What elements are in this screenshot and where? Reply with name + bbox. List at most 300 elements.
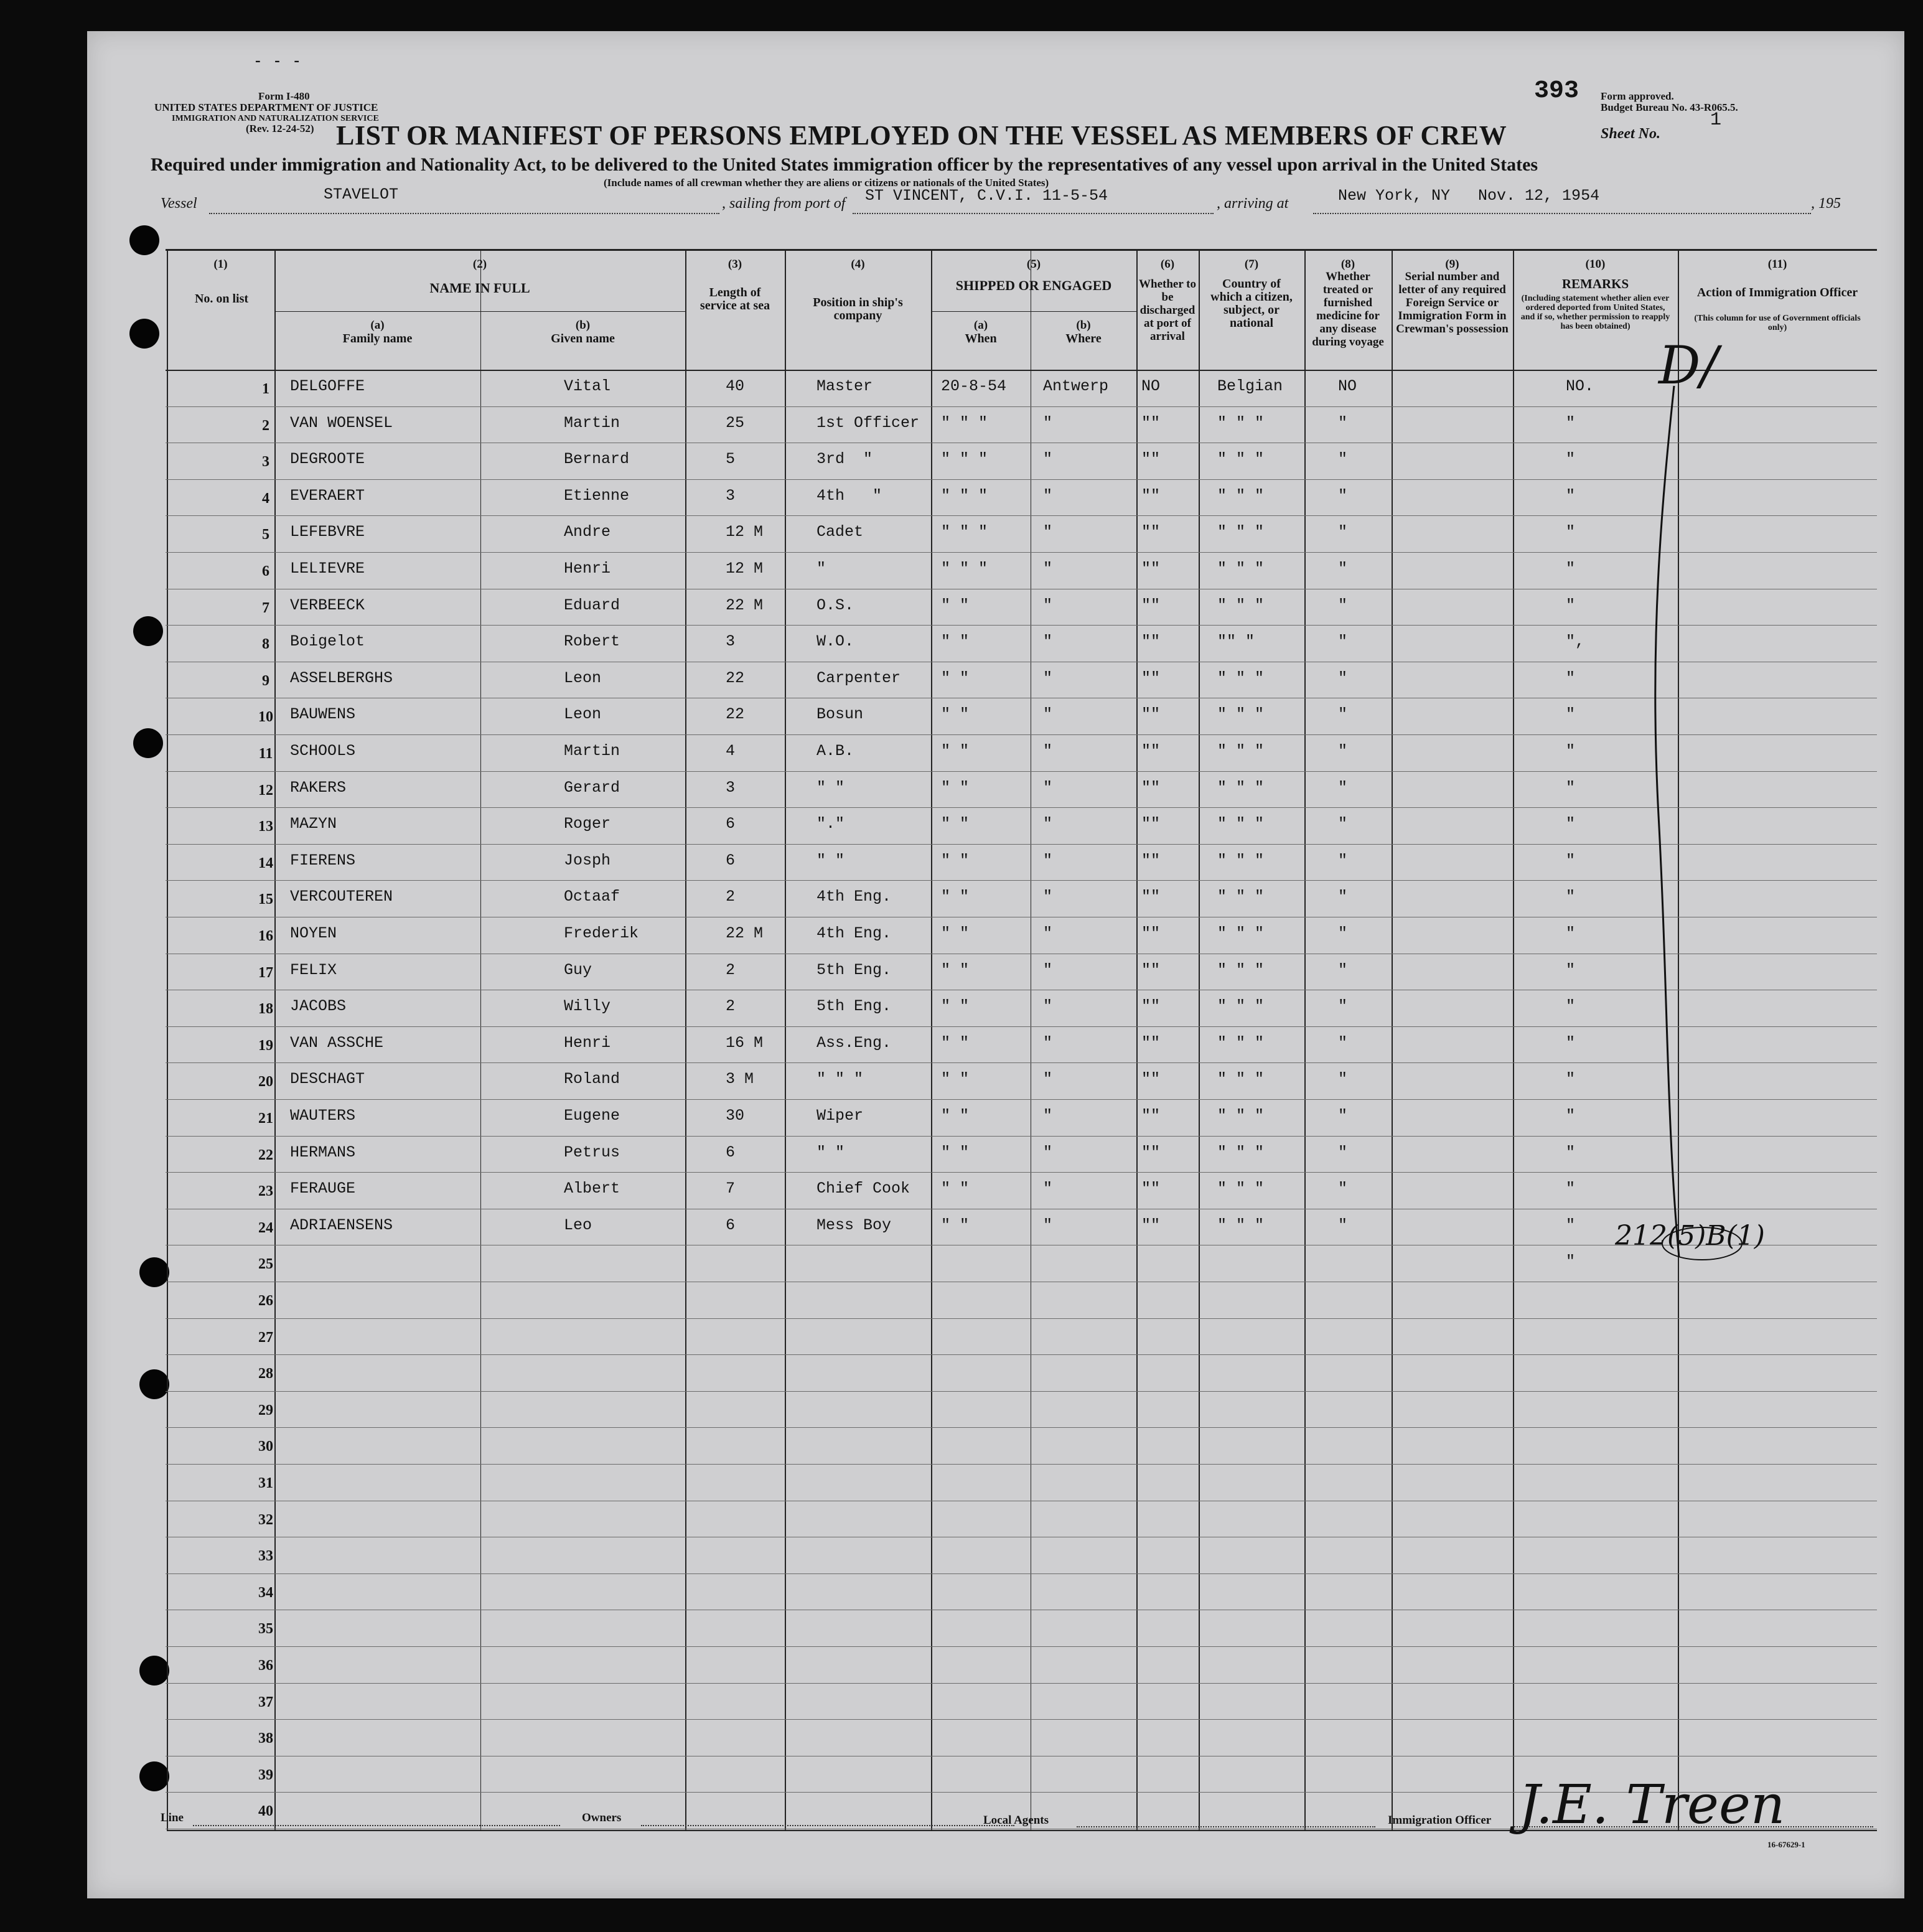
family-name-cell: Boigelot <box>290 632 365 651</box>
discharged-cell: "" <box>1141 851 1161 870</box>
col1-header: No. on list <box>194 292 249 306</box>
given-name-cell: Willy <box>564 997 611 1016</box>
shipped-when-cell: " " <box>941 742 970 760</box>
discharged-cell: "" <box>1141 815 1161 833</box>
action-mark: D/ <box>1659 335 1718 396</box>
footer-line-underline <box>193 1825 560 1826</box>
row-rule <box>166 1464 1877 1465</box>
shipped-where-cell: " <box>1043 705 1053 724</box>
family-name-cell: RAKERS <box>290 778 347 797</box>
country-cell: " " " <box>1217 1143 1265 1161</box>
col11-number: (11) <box>1767 258 1787 271</box>
row-rule <box>166 1172 1877 1173</box>
position-cell: " " <box>816 851 845 870</box>
family-name-cell: WAUTERS <box>290 1107 356 1125</box>
service-length-cell: 2 <box>726 997 736 1016</box>
position-cell: "." <box>816 815 845 833</box>
row-number: 4 <box>262 490 269 507</box>
service-length-cell: 7 <box>726 1179 736 1198</box>
shipped-where-cell: " <box>1043 1143 1053 1161</box>
given-name-cell: Leo <box>564 1216 592 1234</box>
position-cell: 3rd " <box>816 450 873 469</box>
given-name-cell: Robert <box>564 632 620 651</box>
medicine-cell: " <box>1338 632 1348 651</box>
row-number: 22 <box>258 1147 273 1163</box>
col5b-number: (b) <box>1076 319 1091 332</box>
country-cell: " " " <box>1217 413 1265 432</box>
country-cell: " " " <box>1217 1033 1265 1052</box>
position-cell: O.S. <box>816 596 854 614</box>
row-number: 37 <box>258 1694 273 1710</box>
country-cell: " " " <box>1217 778 1265 797</box>
row-rule <box>166 1354 1877 1355</box>
officer-signature: J.E. Treen <box>1518 1774 1785 1836</box>
remarks-cell: " <box>1566 1070 1576 1089</box>
discharged-cell: "" <box>1141 1179 1161 1198</box>
row-rule <box>166 406 1877 407</box>
col4-header: Position in ship's company <box>813 296 903 322</box>
row-number: 17 <box>258 964 273 981</box>
position-cell: 4th " <box>816 486 882 505</box>
position-cell: Chief Cook <box>816 1179 910 1198</box>
family-name-cell: VERBEECK <box>290 596 365 614</box>
punch-hole <box>129 225 159 255</box>
family-name-cell: VAN ASSCHE <box>290 1033 384 1052</box>
col10-note: (Including statement whether alien ever ordered deported from United States, and if so, whether permission to reapply has been obtained) <box>1520 294 1670 331</box>
given-name-cell: Petrus <box>564 1143 620 1161</box>
service-length-cell: 22 <box>726 668 745 687</box>
position-cell: " <box>816 560 826 578</box>
service-length-cell: 12 M <box>726 523 764 542</box>
shipped-where-cell: " <box>1043 960 1053 979</box>
country-cell: "" " <box>1217 632 1255 651</box>
medicine-cell: " <box>1338 1033 1348 1052</box>
discharged-cell: "" <box>1141 960 1161 979</box>
row-number: 7 <box>262 599 269 616</box>
row-number: 36 <box>258 1658 273 1674</box>
shipped-when-cell: " " <box>941 778 970 797</box>
remarks-cell: " <box>1566 1179 1576 1198</box>
position-cell: Ass.Eng. <box>816 1033 892 1052</box>
row-rule <box>166 1318 1877 1319</box>
service-length-cell: 6 <box>726 815 736 833</box>
country-cell: " " " <box>1217 1070 1265 1089</box>
position-cell: 1st Officer <box>816 413 920 432</box>
discharged-cell: "" <box>1141 486 1161 505</box>
discharged-cell: "" <box>1141 1143 1161 1161</box>
given-name-cell: Roland <box>564 1070 620 1089</box>
row-number: 5 <box>262 527 269 543</box>
form-number: Form I-480 <box>258 90 310 102</box>
service-length-cell: 22 M <box>726 924 764 942</box>
row-rule <box>166 1683 1877 1684</box>
arriving-port-date: New York, NY Nov. 12, 1954 <box>1338 187 1600 205</box>
country-cell: " " " <box>1217 705 1265 724</box>
discharged-cell: "" <box>1141 888 1161 906</box>
remarks-cell: " <box>1566 1216 1576 1234</box>
country-cell: " " " <box>1217 486 1265 505</box>
row-rule <box>166 1391 1877 1392</box>
service-length-cell: 30 <box>726 1107 745 1125</box>
col3-header: Length of service at sea <box>699 286 770 312</box>
medicine-cell: " <box>1338 523 1348 542</box>
discharged-cell: "" <box>1141 1216 1161 1234</box>
remarks-cell: " <box>1566 742 1576 760</box>
country-cell: " " " <box>1217 1179 1265 1198</box>
form-subtitle: Required under immigration and Nationality Act, to be delivered to the United States immigration officer by the representatives of any vessel upon arrival in the United States <box>151 154 1538 175</box>
position-cell: " " <box>816 778 845 797</box>
medicine-cell: " <box>1338 705 1348 724</box>
family-name-cell: SCHOOLS <box>290 742 356 760</box>
name-subheader-rule <box>274 311 685 312</box>
position-cell: Cadet <box>816 523 864 542</box>
service-length-cell: 16 M <box>726 1033 764 1052</box>
col5b-header: Where <box>1065 332 1102 345</box>
row-number: 14 <box>258 855 273 871</box>
row-rule <box>166 1136 1877 1137</box>
shipped-where-cell: Antwerp <box>1043 377 1109 395</box>
family-name-cell: FELIX <box>290 960 337 979</box>
given-name-cell: Henri <box>564 1033 611 1052</box>
row-number: 25 <box>258 1256 273 1273</box>
row-rule <box>166 515 1877 516</box>
shipped-when-cell: " " " <box>941 560 988 578</box>
row-number: 35 <box>258 1621 273 1638</box>
given-name-cell: Eugene <box>564 1107 620 1125</box>
row-number: 39 <box>258 1766 273 1783</box>
col5-number: (5) <box>1026 258 1041 271</box>
medicine-cell: " <box>1338 668 1348 687</box>
given-name-cell: Andre <box>564 523 611 542</box>
row-rule <box>166 479 1877 480</box>
row-number: 19 <box>258 1037 273 1054</box>
row-rule <box>166 1062 1877 1063</box>
remarks-cell: ", <box>1566 632 1585 651</box>
row-number: 6 <box>262 563 269 579</box>
country-cell: " " " <box>1217 560 1265 578</box>
shipped-where-cell: " <box>1043 632 1053 651</box>
country-cell: " " " <box>1217 924 1265 942</box>
row-number: 9 <box>262 672 269 689</box>
shipped-where-cell: " <box>1043 888 1053 906</box>
service-length-cell: 6 <box>726 1216 736 1234</box>
row-number: 40 <box>258 1803 273 1820</box>
shipped-when-cell: " " <box>941 997 970 1016</box>
col2a-number: (a) <box>370 319 385 332</box>
sailing-port: ST VINCENT, C.V.I. 11-5-54 <box>865 187 1108 205</box>
shipped-where-cell: " <box>1043 997 1053 1016</box>
row-number: 31 <box>258 1475 273 1491</box>
shipped-where-cell: " <box>1043 1033 1053 1052</box>
row-rule <box>166 880 1877 881</box>
budget-bureau: Budget Bureau No. 43-R065.5. <box>1601 101 1738 113</box>
row-number: 8 <box>262 636 269 653</box>
shipped-when-cell: " " <box>941 924 970 942</box>
col-border <box>1513 249 1514 1830</box>
row-number: 34 <box>258 1584 273 1601</box>
medicine-cell: " <box>1338 596 1348 614</box>
row-rule <box>166 734 1877 735</box>
discharged-cell: "" <box>1141 924 1161 942</box>
medicine-cell: " <box>1338 450 1348 469</box>
remarks-cell: " <box>1566 486 1576 505</box>
row-number: 30 <box>258 1438 273 1455</box>
row-number: 29 <box>258 1402 273 1419</box>
shipped-when-cell: " " <box>941 960 970 979</box>
family-name-cell: DEGROOTE <box>290 450 365 469</box>
position-cell: Mess Boy <box>816 1216 892 1234</box>
given-name-cell: Roger <box>564 815 611 833</box>
revision: (Rev. 12-24-52) <box>246 123 314 134</box>
shipped-where-cell: " <box>1043 924 1053 942</box>
given-name-cell: Leon <box>564 668 602 687</box>
col-border <box>1392 249 1393 1830</box>
col-border <box>685 249 686 1830</box>
col-border <box>931 249 932 1830</box>
table-top-border <box>166 249 1877 251</box>
shipped-when-cell: " " <box>941 815 970 833</box>
medicine-cell: " <box>1338 997 1348 1016</box>
col4-number: (4) <box>851 258 865 271</box>
remarks-cell: " <box>1566 1252 1576 1271</box>
position-cell: " " " <box>816 1070 864 1089</box>
remarks-cell: " <box>1566 450 1576 469</box>
page-stamp: 393 <box>1534 77 1579 105</box>
row-rule <box>166 552 1877 553</box>
row-rule <box>166 625 1877 626</box>
shipped-when-cell: " " <box>941 851 970 870</box>
service-length-cell: 3 <box>726 778 736 797</box>
medicine-cell: " <box>1338 815 1348 833</box>
row-number: 38 <box>258 1730 273 1747</box>
shipped-where-cell: " <box>1043 523 1053 542</box>
row-number: 3 <box>262 454 269 471</box>
form-approved: Form approved. <box>1601 90 1674 102</box>
medicine-cell: NO <box>1338 377 1357 395</box>
row-number: 15 <box>258 891 273 908</box>
footer-line-label: Line <box>161 1811 184 1824</box>
col6-number: (6) <box>1160 258 1175 271</box>
arriving-label: , arriving at <box>1217 195 1289 212</box>
country-cell: " " " <box>1217 596 1265 614</box>
service-length-cell: 22 <box>726 705 745 724</box>
family-name-cell: LEFEBVRE <box>290 523 365 542</box>
medicine-cell: " <box>1338 851 1348 870</box>
row-number: 18 <box>258 1001 273 1018</box>
header-bottom-border <box>166 370 1877 371</box>
country-cell: " " " <box>1217 997 1265 1016</box>
medicine-cell: " <box>1338 1107 1348 1125</box>
row-rule <box>166 844 1877 845</box>
shipped-where-cell: " <box>1043 1107 1053 1125</box>
row-number: 28 <box>258 1366 273 1382</box>
position-cell: W.O. <box>816 632 854 651</box>
medicine-cell: " <box>1338 1143 1348 1161</box>
row-rule <box>166 1099 1877 1100</box>
country-cell: " " " <box>1217 888 1265 906</box>
service-length-cell: 6 <box>726 851 736 870</box>
sheet-label: Sheet No. <box>1601 126 1660 142</box>
position-cell: 5th Eng. <box>816 997 892 1016</box>
row-number: 13 <box>258 818 273 835</box>
remarks-cell: " <box>1566 1107 1576 1125</box>
shipped-when-cell: " " <box>941 668 970 687</box>
service-length-cell: 3 <box>726 486 736 505</box>
medicine-cell: " <box>1338 924 1348 942</box>
col1-number: (1) <box>213 258 228 271</box>
remarks-cell: " <box>1566 851 1576 870</box>
sailing-underline <box>853 213 1214 214</box>
position-cell: " " <box>816 1143 845 1161</box>
col-border <box>1199 249 1200 1830</box>
shipped-where-cell: " <box>1043 560 1053 578</box>
family-name-cell: FIERENS <box>290 851 356 870</box>
service-length-cell: 2 <box>726 888 736 906</box>
remarks-cell: " <box>1566 560 1576 578</box>
row-number: 1 <box>262 381 269 397</box>
punch-hole <box>139 1369 169 1399</box>
punch-hole <box>133 616 163 646</box>
country-cell: " " " <box>1217 523 1265 542</box>
row-number: 11 <box>258 746 273 762</box>
family-name-cell: HERMANS <box>290 1143 356 1161</box>
col10-number: (10) <box>1585 258 1606 271</box>
col-border <box>785 249 786 1830</box>
discharged-cell: "" <box>1141 1070 1161 1089</box>
row-rule <box>166 807 1877 808</box>
row-rule <box>166 1573 1877 1574</box>
col-border <box>480 249 481 1830</box>
given-name-cell: Etienne <box>564 486 630 505</box>
shipped-when-cell: " " <box>941 705 970 724</box>
service-length-cell: 40 <box>726 377 745 395</box>
family-name-cell: DESCHAGT <box>290 1070 365 1089</box>
row-number: 24 <box>258 1219 273 1236</box>
col2-header: NAME IN FULL <box>429 280 530 296</box>
country-cell: " " " <box>1217 450 1265 469</box>
row-rule <box>166 1719 1877 1720</box>
position-cell: 5th Eng. <box>816 960 892 979</box>
row-number: 32 <box>258 1511 273 1528</box>
shipped-where-cell: " <box>1043 815 1053 833</box>
given-name-cell: Leon <box>564 705 602 724</box>
medicine-cell: " <box>1338 486 1348 505</box>
service-length-cell: 22 M <box>726 596 764 614</box>
discharged-cell: "" <box>1141 705 1161 724</box>
country-cell: " " " <box>1217 960 1265 979</box>
service-length-cell: 4 <box>726 742 736 760</box>
service-length-cell: 5 <box>726 450 736 469</box>
col-border <box>1136 249 1138 1830</box>
row-number: 27 <box>258 1329 273 1346</box>
remarks-cell: " <box>1566 815 1576 833</box>
remarks-cell: " <box>1566 1143 1576 1161</box>
service-length-cell: 3 <box>726 632 736 651</box>
remarks-cell: " <box>1566 997 1576 1016</box>
vessel-label: Vessel <box>161 195 197 212</box>
medicine-cell: " <box>1338 888 1348 906</box>
discharged-cell: NO <box>1141 377 1161 395</box>
col5a-number: (a) <box>973 319 988 332</box>
action-bracket-line <box>1631 380 1705 1264</box>
crew-table <box>166 249 1877 1830</box>
shipped-when-cell: 20-8-54 <box>941 377 1007 395</box>
footer-agents-underline <box>1077 1826 1375 1827</box>
remarks-cell: " <box>1566 705 1576 724</box>
given-name-cell: Gerard <box>564 778 620 797</box>
position-cell: 4th Eng. <box>816 924 892 942</box>
shipped-where-cell: " <box>1043 742 1053 760</box>
discharged-cell: "" <box>1141 632 1161 651</box>
family-name-cell: NOYEN <box>290 924 337 942</box>
service-length-cell: 3 M <box>726 1070 754 1089</box>
remarks-cell: " <box>1566 668 1576 687</box>
shipped-where-cell: " <box>1043 1179 1053 1198</box>
family-name-cell: ADRIAENSENS <box>290 1216 393 1234</box>
family-name-cell: BAUWENS <box>290 705 356 724</box>
col11-header: Action of Immigration Officer <box>1696 286 1858 299</box>
discharged-cell: "" <box>1141 523 1161 542</box>
col3-number: (3) <box>728 258 742 271</box>
shipped-when-cell: " " <box>941 632 970 651</box>
col-border <box>1304 249 1306 1830</box>
medicine-cell: " <box>1338 778 1348 797</box>
col11-note: (This column for use of Government officials only) <box>1694 314 1861 332</box>
punch-hole <box>139 1656 169 1686</box>
given-name-cell: Henri <box>564 560 611 578</box>
year-label: , 195 <box>1811 195 1841 212</box>
row-number: 16 <box>258 928 273 944</box>
punch-hole <box>139 1257 169 1287</box>
footer-owners-underline <box>641 1825 1014 1826</box>
shipped-when-cell: " " " <box>941 413 988 432</box>
shipped-where-cell: " <box>1043 413 1053 432</box>
col8-header: Whether treated or furnished medicine for any disease during voyage <box>1312 270 1384 349</box>
discharged-cell: "" <box>1141 778 1161 797</box>
medicine-cell: " <box>1338 560 1348 578</box>
discharged-cell: "" <box>1141 413 1161 432</box>
action-code: 212(5)B(1) <box>1615 1220 1765 1252</box>
medicine-cell: " <box>1338 1179 1348 1198</box>
shipped-when-cell: " " <box>941 1033 970 1052</box>
remarks-cell: NO. <box>1566 377 1594 395</box>
shipped-when-cell: " " <box>941 1179 970 1198</box>
form-title: LIST OR MANIFEST OF PERSONS EMPLOYED ON THE VESSEL AS MEMBERS OF CREW <box>336 120 1507 151</box>
service: IMMIGRATION AND NATURALIZATION SERVICE <box>172 114 379 123</box>
given-name-cell: Eduard <box>564 596 620 614</box>
medicine-cell: " <box>1338 413 1348 432</box>
col9-header: Serial number and letter of any required Foreign Service or Immigration Form in Crewman's possession <box>1396 270 1509 335</box>
shipped-where-cell: " <box>1043 596 1053 614</box>
position-cell: Wiper <box>816 1107 864 1125</box>
sheet-number: 1 <box>1710 110 1722 131</box>
discharged-cell: "" <box>1141 1033 1161 1052</box>
given-name-cell: Martin <box>564 742 620 760</box>
given-name-cell: Bernard <box>564 450 630 469</box>
col6-header: Whether to be discharged at port of arrival <box>1139 278 1196 343</box>
shipped-where-cell: " <box>1043 851 1053 870</box>
arriving-underline <box>1313 213 1811 214</box>
position-cell: A.B. <box>816 742 854 760</box>
col2b-header: Given name <box>551 332 615 345</box>
sailing-label: , sailing from port of <box>722 195 846 212</box>
service-length-cell: 6 <box>726 1143 736 1161</box>
given-name-cell: Albert <box>564 1179 620 1198</box>
position-cell: Master <box>816 377 873 395</box>
family-name-cell: FERAUGE <box>290 1179 356 1198</box>
medicine-cell: " <box>1338 960 1348 979</box>
country-cell: Belgian <box>1217 377 1283 395</box>
